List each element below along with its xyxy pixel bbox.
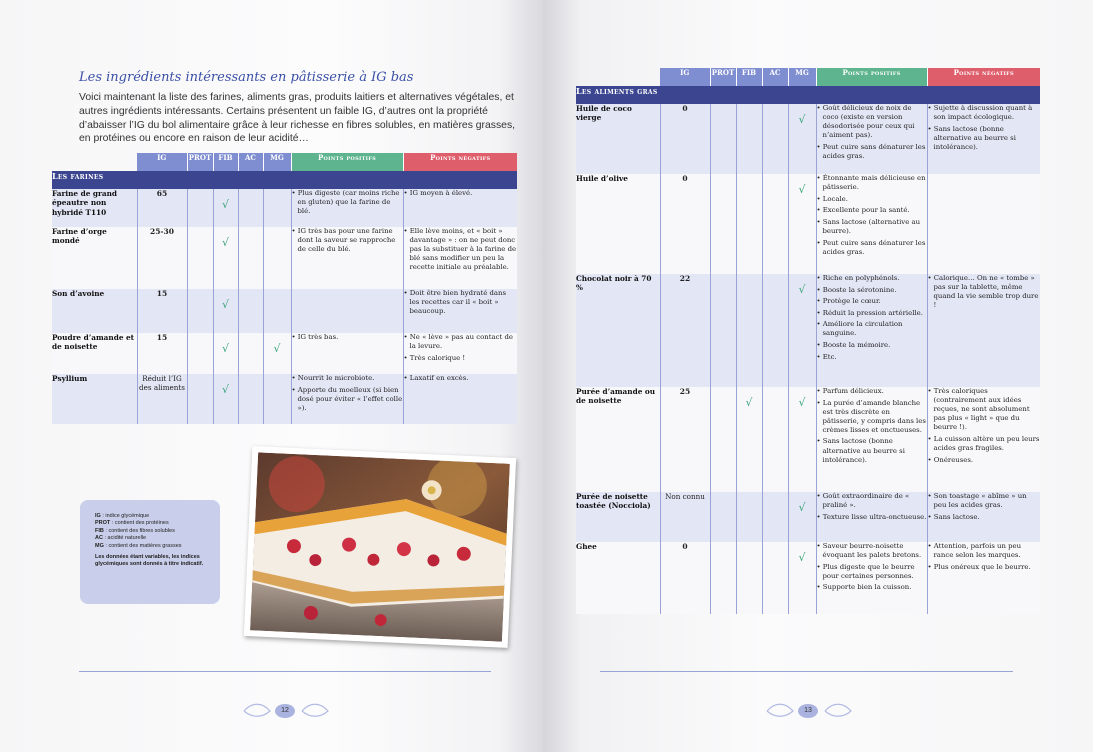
ig-value: 15	[137, 289, 187, 333]
check-icon: √	[221, 342, 229, 355]
positive-point: • Locale.	[817, 195, 927, 204]
positive-points	[816, 387, 927, 492]
page-number: 13	[798, 704, 818, 718]
mg-cell	[263, 333, 291, 374]
table-row	[576, 542, 1040, 614]
header-mg: MG	[788, 68, 816, 86]
legend-items	[95, 513, 220, 549]
negative-point: • Très caloriques (contrairement aux idées reçues, ne sont absolument pas plus « light » que du beurre !).	[928, 387, 1041, 432]
ac-cell	[238, 333, 263, 374]
positive-point: • IG très bas pour une farine dont la saveur se rapproche de celle du blé.	[292, 227, 403, 254]
table-row	[52, 374, 517, 424]
table-row	[576, 387, 1040, 492]
ac-cell	[762, 542, 788, 614]
ingredient-name: Chocolat noir à 70 %	[576, 274, 660, 387]
positive-point: • Booste la sérotonine.	[817, 286, 927, 295]
prot-cell	[187, 333, 213, 374]
section-title: Les ingrédients intéressants en pâtisserie à IG bas	[79, 70, 414, 85]
positive-points	[816, 174, 927, 274]
negative-point: • Ne « lève » pas au contact de la levure.	[404, 333, 518, 351]
header-ig: IG	[137, 153, 187, 171]
header-ig: IG	[660, 68, 710, 86]
table-row	[576, 104, 1040, 174]
footer-line	[600, 671, 1013, 672]
header-mg: MG	[263, 153, 291, 171]
ac-cell	[238, 189, 263, 227]
check-icon: √	[221, 298, 229, 311]
negative-point: • Attention, parfois un peu rance selon les marques.	[928, 542, 1041, 560]
positive-point: • Texture lisse ultra-onctueuse.	[817, 513, 927, 522]
table-row	[52, 189, 517, 227]
ingredient-name: Poudre d’amande et de noisette	[52, 333, 137, 374]
positive-point: • Apporte du moelleux (si bien dosé pour éviter « l’effet colle »).	[292, 386, 403, 413]
positive-point: • Peut cuire sans dénaturer les acides gras.	[817, 143, 927, 161]
ingredient-name: Huile de coco vierge	[576, 104, 660, 174]
ac-cell	[762, 387, 788, 492]
legend-abbr: MG	[95, 542, 104, 549]
prot-cell	[710, 274, 736, 387]
negative-points	[403, 333, 517, 374]
ig-value: 25	[660, 387, 710, 492]
prot-cell	[710, 542, 736, 614]
table-row	[52, 289, 517, 333]
positive-point: • La purée d’amande blanche est très discrète en pâtisserie, y compris dans les crèmes lisses et onctueuses.	[817, 399, 927, 435]
positive-points	[291, 189, 403, 227]
negative-point: • Sans lactose (bonne alternative au beurre si intolérance).	[928, 125, 1041, 152]
ac-cell	[762, 492, 788, 542]
positive-point: • Peut cuire sans dénaturer les acides gras.	[817, 239, 927, 257]
ig-value: 65	[137, 189, 187, 227]
ig-value: 22	[660, 274, 710, 387]
positive-points	[291, 227, 403, 289]
positive-points	[291, 289, 403, 333]
legend-item: IG : indice glycémique	[95, 513, 150, 519]
check-icon: √	[273, 342, 281, 355]
prot-cell	[710, 104, 736, 174]
right-page	[543, 0, 1093, 752]
prot-cell	[187, 374, 213, 424]
negative-point: • Calorique… On ne « tombe » pas sur la tablette, même quand la vie semble trop dure !	[928, 274, 1041, 310]
positive-points	[291, 374, 403, 424]
table-row	[52, 333, 517, 374]
check-icon: √	[221, 198, 229, 211]
table-row	[576, 174, 1040, 274]
table-row	[576, 492, 1040, 542]
ingredient-name: Psyllium	[52, 374, 137, 424]
positive-point: • Sans lactose (alternative au beurre).	[817, 218, 927, 236]
header-negative: Points négatifs	[403, 153, 517, 171]
category-label: Les aliments gras	[576, 86, 1040, 104]
ig-value: 25-30	[137, 227, 187, 289]
table-header	[52, 153, 517, 171]
ig-value: Réduit l’IG des aliments	[137, 374, 187, 424]
header-ac: AC	[762, 68, 788, 86]
header-ac: AC	[238, 153, 263, 171]
check-icon: √	[798, 283, 806, 296]
negative-point: • IG moyen à élevé.	[404, 189, 518, 198]
check-icon: √	[798, 501, 806, 514]
negative-points	[403, 227, 517, 289]
ingredient-name: Purée d’amande ou de noisette	[576, 387, 660, 492]
negative-points	[927, 174, 1040, 274]
ingredient-name: Purée de noisette toastée (Nocciola)	[576, 492, 660, 542]
positive-points	[816, 542, 927, 614]
mg-cell	[263, 227, 291, 289]
legend-item: FIB : contient des fibres solubles	[95, 527, 175, 534]
negative-point: • Onéreuses.	[928, 456, 1041, 465]
table-header	[576, 68, 1040, 86]
negative-point: • La cuisson altère un peu leurs acides gras fragiles.	[928, 435, 1041, 453]
negative-point: • Très calorique !	[404, 354, 518, 363]
check-icon: √	[798, 113, 806, 126]
prot-cell	[187, 189, 213, 227]
check-icon: √	[798, 183, 806, 196]
header-fib: FIB	[213, 153, 238, 171]
mg-cell	[263, 289, 291, 333]
positive-point: • Améliore la circulation sanguine.	[817, 320, 927, 338]
negative-point: • Plus onéreux que le beurre.	[928, 563, 1041, 572]
legend-box	[80, 500, 220, 604]
legend-note: Les données étant variables, les indices glycémiques sont donnés à titre indicatif.	[95, 553, 204, 567]
positive-points	[816, 274, 927, 387]
mg-cell	[788, 542, 816, 614]
header-prot: PROT	[710, 68, 736, 86]
prot-cell	[710, 492, 736, 542]
negative-points	[927, 492, 1040, 542]
negative-point: • Son toastage « abîme » un peu les acides gras.	[928, 492, 1041, 510]
ingredient-name: Ghee	[576, 542, 660, 614]
positive-point: • Parfum délicieux.	[817, 387, 927, 396]
category-label: Les farines	[52, 171, 517, 189]
legend-desc: contient des fibres solubles	[108, 527, 175, 534]
fib-cell	[736, 174, 762, 274]
legend-desc: acidité naturelle	[107, 535, 147, 542]
positive-point: • Étonnante mais délicieuse en pâtisserie.	[817, 174, 927, 192]
ingredients-table-fats	[576, 68, 1040, 614]
positive-point: • Nourrit le microbiote.	[292, 374, 403, 383]
legend-item: MG : contient des matières grasses	[95, 542, 182, 549]
negative-points	[403, 189, 517, 227]
prot-cell	[187, 289, 213, 333]
page-number: 12	[275, 704, 295, 718]
positive-point: • Saveur beurre-noisette évoquant les palets bretons.	[817, 542, 927, 560]
table-row	[52, 227, 517, 289]
ingredients-table-flours	[52, 153, 517, 424]
negative-points	[927, 387, 1040, 492]
intro-paragraph: Voici maintenant la liste des farines, aliments gras, produits laitiers et alternatives végétales, et autres ingrédients intéressants. Certains présentent un faible IG, d’autres ont la propriété d’abaisser l’IG du bol alimentaire grâce à leur richesse en fibres solubles, en matières grasses, en protéines ou encore en raison de leur acidité…	[79, 92, 516, 145]
fib-cell	[213, 227, 238, 289]
ingredient-name: Son d’avoine	[52, 289, 137, 333]
category-row	[576, 86, 1040, 104]
check-icon: √	[221, 236, 229, 249]
positive-points	[816, 104, 927, 174]
fib-cell	[213, 189, 238, 227]
header-positive: Points positifs	[291, 153, 403, 171]
category-row	[52, 171, 517, 189]
ingredient-name: Farine d’orge mondé	[52, 227, 137, 289]
fib-cell	[736, 104, 762, 174]
header-fib: FIB	[736, 68, 762, 86]
ac-cell	[762, 174, 788, 274]
positive-point: • Excellente pour la santé.	[817, 206, 927, 215]
check-icon: √	[221, 383, 229, 396]
negative-point: • Sujette à discussion quant à son impact écologique.	[928, 104, 1041, 122]
ac-cell	[238, 289, 263, 333]
positive-point: • Protège le cœur.	[817, 297, 927, 306]
positive-point: • Plus digeste que le beurre pour certaines personnes.	[817, 563, 927, 581]
positive-point: • IG très bas.	[292, 333, 403, 342]
negative-point: • Laxatif en excès.	[404, 374, 518, 383]
positive-point: • Booste la mémoire.	[817, 341, 927, 350]
mg-cell	[263, 374, 291, 424]
positive-point: • Plus digeste (car moins riche en gluten) que la farine de blé.	[292, 189, 403, 216]
negative-points	[927, 104, 1040, 174]
ig-value: 0	[660, 174, 710, 274]
fib-cell	[736, 274, 762, 387]
ig-value: Non connu	[660, 492, 710, 542]
footer-line	[79, 671, 491, 672]
mg-cell	[263, 189, 291, 227]
ig-value: 0	[660, 104, 710, 174]
check-icon: √	[798, 396, 806, 409]
mg-cell	[788, 492, 816, 542]
positive-point: • Sans lactose (bonne alternative au beurre si intolérance).	[817, 437, 927, 464]
positive-point: • Supporte bien la cuisson.	[817, 583, 927, 592]
ac-cell	[762, 274, 788, 387]
positive-point: • Goût extraordinaire de « praliné ».	[817, 492, 927, 510]
fib-cell	[213, 289, 238, 333]
negative-point: • Doit être bien hydraté dans les recettes car il « boit » beaucoup.	[404, 289, 518, 316]
positive-points	[816, 492, 927, 542]
ac-cell	[238, 227, 263, 289]
pastry-image	[250, 452, 510, 641]
table-row	[576, 274, 1040, 387]
mg-cell	[788, 274, 816, 387]
negative-points	[927, 542, 1040, 614]
legend-abbr: AC	[95, 535, 103, 542]
ac-cell	[762, 104, 788, 174]
legend-desc: indice glycémique	[105, 513, 150, 519]
left-page	[0, 0, 543, 752]
fib-cell	[736, 542, 762, 614]
prot-cell	[710, 174, 736, 274]
fib-cell	[736, 492, 762, 542]
check-icon: √	[798, 551, 806, 564]
legend-abbr: PROT	[95, 520, 111, 527]
header-prot: PROT	[187, 153, 213, 171]
negative-point: • Elle lève moins, et « boit » davantage » : on ne peut donc pas la substituer à la farine de blé sans modifier un peu la recette initiale au préalable.	[404, 227, 518, 272]
negative-points	[927, 274, 1040, 387]
mg-cell	[788, 174, 816, 274]
mg-cell	[788, 387, 816, 492]
prot-cell	[710, 387, 736, 492]
mg-cell	[788, 104, 816, 174]
ig-value: 15	[137, 333, 187, 374]
negative-point: • Sans lactose.	[928, 513, 1041, 522]
fib-cell	[736, 387, 762, 492]
fib-cell	[213, 374, 238, 424]
legend-desc: contient des matières grasses	[108, 542, 182, 549]
positive-points	[291, 333, 403, 374]
legend-abbr: IG	[95, 513, 101, 519]
ig-value: 0	[660, 542, 710, 614]
legend-desc: contient des protéines	[114, 520, 169, 527]
legend-item: PROT : contient des protéines	[95, 520, 169, 527]
prot-cell	[187, 227, 213, 289]
check-icon: √	[745, 396, 753, 409]
ac-cell	[238, 374, 263, 424]
positive-point: • Etc.	[817, 353, 927, 362]
legend-abbr: FIB	[95, 527, 104, 534]
header-negative: Points négatifs	[927, 68, 1040, 86]
pastry-photo	[244, 446, 516, 648]
header-positive: Points positifs	[816, 68, 927, 86]
legend-item: AC : acidité naturelle	[95, 535, 147, 542]
ingredient-name: Huile d’olive	[576, 174, 660, 274]
positive-point: • Goût délicieux de noix de coco (existe en version désodorisée pour ceux qui n’aiment pas).	[817, 104, 927, 140]
positive-point: • Réduit la pression artérielle.	[817, 309, 927, 318]
positive-point: • Riche en polyphénols.	[817, 274, 927, 283]
negative-points	[403, 289, 517, 333]
negative-points	[403, 374, 517, 424]
fib-cell	[213, 333, 238, 374]
ingredient-name: Farine de grand épeautre non hybridé T110	[52, 189, 137, 227]
